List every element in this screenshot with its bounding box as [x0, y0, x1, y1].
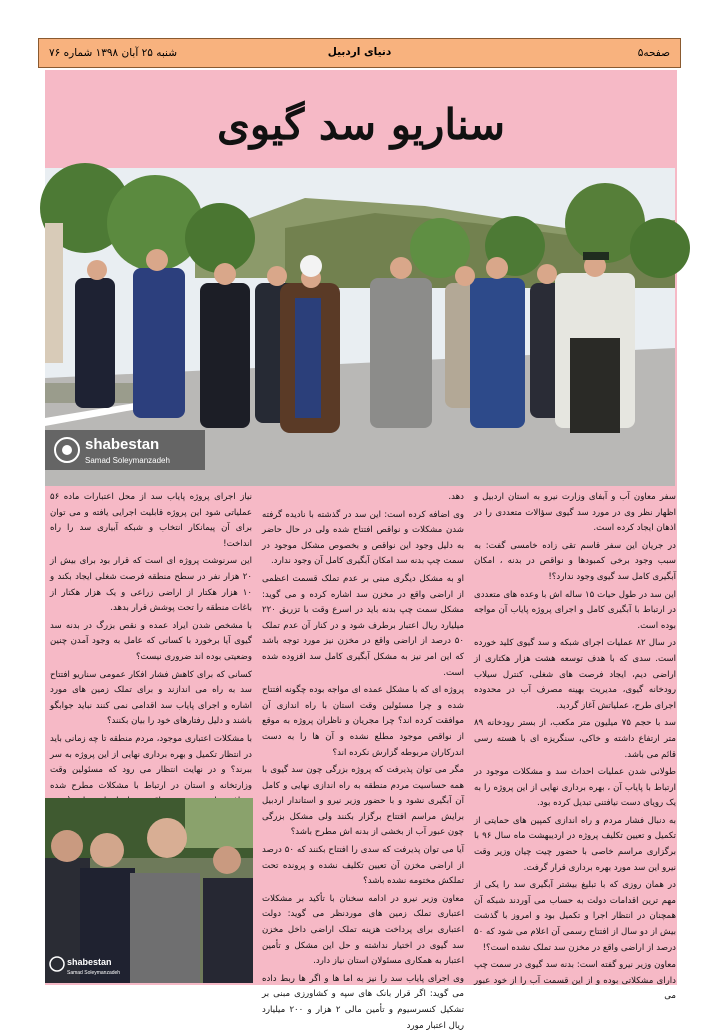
paragraph: نیاز اجرای پروژه پایاب سد از محل اعتبارات ماده ۵۶ عملیاتی شود این پروژه قابلیت اجرایی یافته و می توان برای آن پیمانکار انتخاب و شبکه آبیاری سد را راه انداخت! — [50, 492, 252, 549]
main-photo-image — [45, 168, 675, 486]
secondary-photo-watermark-brand: shabestan — [67, 957, 112, 967]
paragraph: وی اضافه کرده است: این سد در گذشته با نادیده گرفته شدن مشکلات و نواقص افتتاح شده ولی در حال حاضر به دلیل وجود این نواقص و بخصوص مشکل موجود در سمت چپ بدنه سد امکان آبگیری کامل آن وجود ندارد. — [262, 509, 464, 567]
secondary-photo — [45, 798, 253, 983]
paragraph: مگر می توان پذیرفت که پروژه بزرگی چون سد گیوی با همه حساسیت مردم منطقه به راه اندازی نهایی و کامل آن آبگیری نشود و با حضور وزیر نیرو و استاندار اردبیل برایش مراسم افتتاح برگزار بکنند ولی مشکل بزرگی چون عبور آب از بخشی از بدنه اش مطرح باشد؟ — [262, 765, 464, 838]
paragraph: وی اجرای پایاب سد را نیز به اما ها و اگر ها ربط داده می گوید: اگر قرار بانک های سپه و کشاورزی مبنی بر تشکیل کنسرسیوم و تأمین مالی ۲ هزار و ۲۰۰ میلیارد ریال اعتبار مورد — [262, 973, 464, 1031]
paragraph: آیا می توان پذیرفت که سدی را افتتاح بکنند که ۵۰ درصد از اراضی مخزن آن تعیین تکلیف نشده و پرونده تحت تملکش مختومه نشده باشد؟ — [262, 845, 464, 887]
article-title: سناریو سد گیوی — [216, 100, 506, 149]
paragraph: سفر معاون آب و آبفای وزارت نیرو به استان اردبیل و اظهار نظر وی در مورد سد گیوی سؤالات متعددی را در اذهان ایجاد کرده است. — [474, 492, 676, 534]
paragraph: با مشکلات اعتباری موجود، مردم منطقه تا چه زمانی باید در انتظار تکمیل و بهره برداری نهایی از این پروژه به سر ببرند؟ و در نهایت انتظار می رود که مسئولین وقت وزارتخانه و استان در ارتباط با مشکلات مطرح شده — [50, 733, 252, 791]
paragraph: او به مشکل دیگری مبنی بر عدم تملک قسمت اعظمی از اراضی واقع در مخزن سد اشاره کرده و می گوید: مشکل سمت چپ بدنه باید در اسرع وقت با تزریق ۲۲۰ میلیارد ریال اعتبار برطرف شود و در کنار آن عدم تملک ۵۰ درصد از اراضی واقع در مخزن نیز مورد توجه باشد که این امر نیز به مشکل آبگیری کامل سد افزوده شده است. — [262, 573, 464, 678]
paragraph: در همان روزی که با تبلیغ بیشتر آبگیری سد را یکی از مهم ترین اقدامات دولت به حساب می آوردند شبکه آن همچنان در انتظار اجرا و تکمیل بود و امروز با گذشت بیش از دو سال از افتتاح رسمی آن اعلام می شود که ۵۰ درصد از اراضی واقع در مخزن سد تملک نشده است؟! — [474, 880, 676, 953]
page-number: صفحه۵ — [637, 47, 670, 59]
page-header — [38, 38, 681, 68]
issue-info: شنبه ۲۵ آبان ۱۳۹۸ شماره ۷۶ — [49, 47, 177, 59]
paragraph: معاون وزیر نیرو در ادامه سخنان با تأکید بر مشکلات اعتباری تملک زمین های موردنظر می گوید: دولت اعتباری برای پرداخت هزینه تملک اراضی داخل مخزن سد گیوی در اختیار نداشته و حل این مشکل و تأمین اعتبار به همکاری مسئولان استان نیاز دارد. — [262, 893, 464, 967]
main-photo — [45, 168, 675, 486]
newspaper-name: دنیای اردبیل — [327, 46, 392, 58]
secondary-photo-watermark-author: Samad Soleymanzadeh — [67, 970, 121, 976]
paragraph: سد با حجم ۷۵ میلیون متر مکعب، از بستر رودخانه ۸۹ متر ارتفاع داشته و خاکی، سنگریزه ای با هسته رسی قائم می باشد. — [474, 718, 677, 760]
article-column-right — [474, 490, 677, 1002]
paragraph: این سرنوشت پروژه ای است که قرار بود برای بیش از ۲۰ هزار نفر در سطح منطقه فرصت شغلی ایجاد بکند و ۱۰ هزار هکتار از اراضی زراعی و یک هزار هکتار از باغات منطقه را تحت پوشش قرار بدهد. — [50, 556, 252, 614]
paragraph: با مشخص شدن ایراد عمده و نقص بزرگ در بدنه سد گیوی آیا برخورد با کسانی که عامل به وجود آمدن چنین وضعیتی بوده اند ضروری نیست؟ — [50, 620, 252, 662]
paragraph: دهد. — [448, 492, 464, 502]
paragraph: کسانی که برای کاهش فشار افکار عمومی سناریو افتتاح سد به راه می اندازند و برای تملک زمین های مورد اشاره و اجرای پایاب سد اقدامی نمی کنند نباید جوابگو باشند و دلیل رفتارهای خود را بیان بکنند؟ — [50, 669, 252, 727]
paragraph: به دنبال فشار مردم و راه اندازی کمپین های حمایتی از تکمیل و تعیین تکلیف پروژه در اردیبهشت ماه سال ۹۶ با برگزاری مراسم خاصی با حضور چیت چیان وزیر وقت نیرو این سد مورد بهره برداری قرار گرفت. — [474, 815, 676, 873]
main-photo-watermark-brand: shabestan — [85, 436, 160, 453]
paragraph: در سال ۸۲ عملیات اجرای شبکه و سد گیوی کلید خورده است. سدی که با هدف توسعه هشت هزار هکتاری از اراضی دیم، ایجاد فرصت های شغلی، کنترل سیلاب رودخانه گیوی، مدیریت بهینه مصرف آب در محدوده اجرای طرح، عملیاتش آغاز گردید. — [474, 638, 676, 711]
paragraph: طولانی شدن عملیات احداث سد و مشکلات موجود در ارتباط با پایاب آن ، بهره برداری نهایی از این پروژه را به یک رویای دست نیافتنی تبدیل کرده بود. — [474, 767, 676, 809]
article-column-left — [50, 490, 252, 790]
paragraph: این سد در طول حیات ۱۵ ساله اش با وعده های متعددی در ارتباط با آبگیری کامل و اجرای پروژه پایاب آن مواجه بوده است. — [474, 589, 676, 631]
main-photo-watermark-author: Samad Soleymanzadeh — [85, 456, 170, 465]
article-column-middle — [262, 490, 464, 1031]
secondary-photo-image — [45, 798, 253, 983]
paragraph: معاون وزیر نیرو گفته است: بدنه سد گیوی در سمت چپ دارای مشکلاتی بوده و از این قسمت آب را از خود عبور می — [474, 960, 676, 1002]
paragraph: پروژه ای که با مشکل عمده ای مواجه بوده چگونه افتتاح شده و چرا مسئولین وقت استان با راه اندازی آن موافقت کرده اند؟ چرا مجریان و ناظران پروژه به موقع از نواقص موجود مطلع نشده و آن ها را به دست اندرکاران مربوطه گزارش نکرده اند؟ — [262, 685, 464, 758]
paragraph: در جریان این سفر قاسم تقی زاده خامسی گفت: به سبب وجود برخی کمبودها و نواقص در بدنه ، امکان آبگیری کامل سد گیوی وجود ندارد؟! — [474, 540, 676, 582]
